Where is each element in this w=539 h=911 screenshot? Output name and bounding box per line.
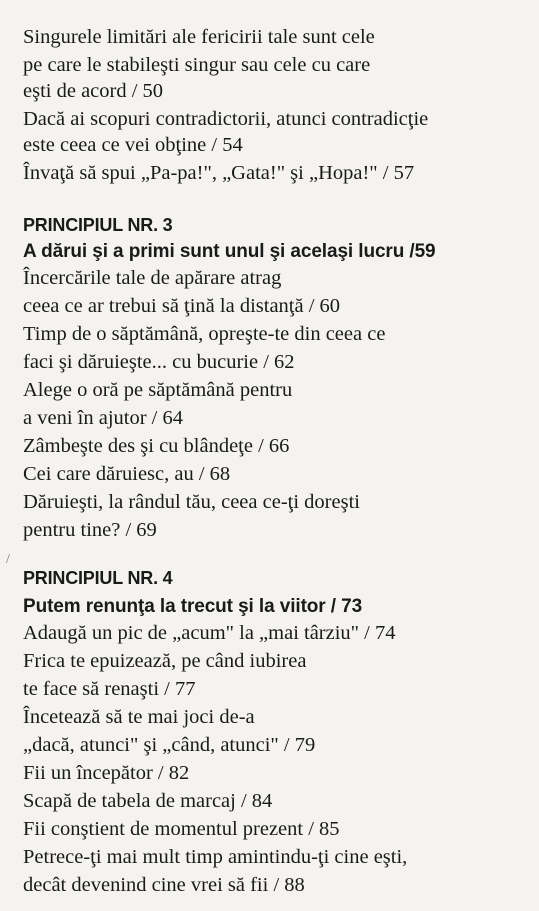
- toc-entry-line: Scapă de tabela de marcaj / 84: [23, 790, 273, 812]
- toc-entry-line: ceea ce ar trebui să ţină la distanţă / 60: [23, 295, 341, 317]
- toc-entry-line: eşti de acord / 50: [23, 80, 164, 102]
- section-heading: PRINCIPIUL NR. 4: [23, 568, 173, 588]
- margin-mark: /: [6, 552, 10, 567]
- toc-entry-line: Fii un începător / 82: [23, 762, 190, 784]
- toc-entry-line: Zâmbeşte des şi cu blândeţe / 66: [23, 435, 290, 457]
- section-title: Putem renunţa la trecut şi la viitor / 73: [23, 596, 363, 617]
- section-heading: PRINCIPIUL NR. 3: [23, 215, 173, 235]
- toc-entry-line: Învaţă să spui „Pa-pa!", „Gata!" şi „Hopa!" / 57: [23, 162, 415, 184]
- toc-entry-line: Frica te epuizează, pe când iubirea: [23, 650, 307, 672]
- toc-entry-line: Adaugă un pic de „acum" la „mai târziu" / 74: [23, 622, 396, 644]
- toc-entry-line: este ceea ce vei obţine / 54: [23, 134, 243, 156]
- toc-entry-line: Alege o oră pe săptămână pentru: [23, 379, 293, 401]
- toc-entry-line: Singurele limitări ale fericirii tale sunt cele: [23, 26, 375, 48]
- toc-entry-line: decât devenind cine vrei să fii / 88: [23, 874, 305, 896]
- toc-entry-line: te face să renaşti / 77: [23, 678, 196, 700]
- toc-entry-line: Dacă ai scopuri contradictorii, atunci contradicţie: [23, 108, 429, 130]
- toc-entry-line: pe care le stabileşti singur sau cele cu care: [23, 54, 371, 76]
- toc-entry-line: Încercările tale de apărare atrag: [23, 267, 282, 289]
- toc-entry-line: Cei care dăruiesc, au / 68: [23, 463, 231, 485]
- toc-entry-line: „dacă, atunci" şi „când, atunci" / 79: [23, 734, 316, 756]
- toc-entry-line: faci şi dăruieşte... cu bucurie / 62: [23, 351, 295, 373]
- toc-entry-line: Dăruieşti, la rândul tău, ceea ce-ţi doreşti: [23, 491, 360, 513]
- toc-entry-line: a veni în ajutor / 64: [23, 407, 183, 429]
- toc-entry-line: pentru tine? / 69: [23, 519, 157, 541]
- toc-entry-line: Petrece-ţi mai mult timp amintindu-ţi cine eşti,: [23, 846, 408, 868]
- toc-entry-line: Fii conştient de momentul prezent / 85: [23, 818, 340, 840]
- toc-entry-line: Timp de o săptămână, opreşte-te din ceea ce: [23, 323, 386, 345]
- section-title: A dărui şi a primi sunt unul şi acelaşi lucru /59: [23, 241, 436, 262]
- toc-entry-line: Încetează să te mai joci de-a: [23, 706, 255, 728]
